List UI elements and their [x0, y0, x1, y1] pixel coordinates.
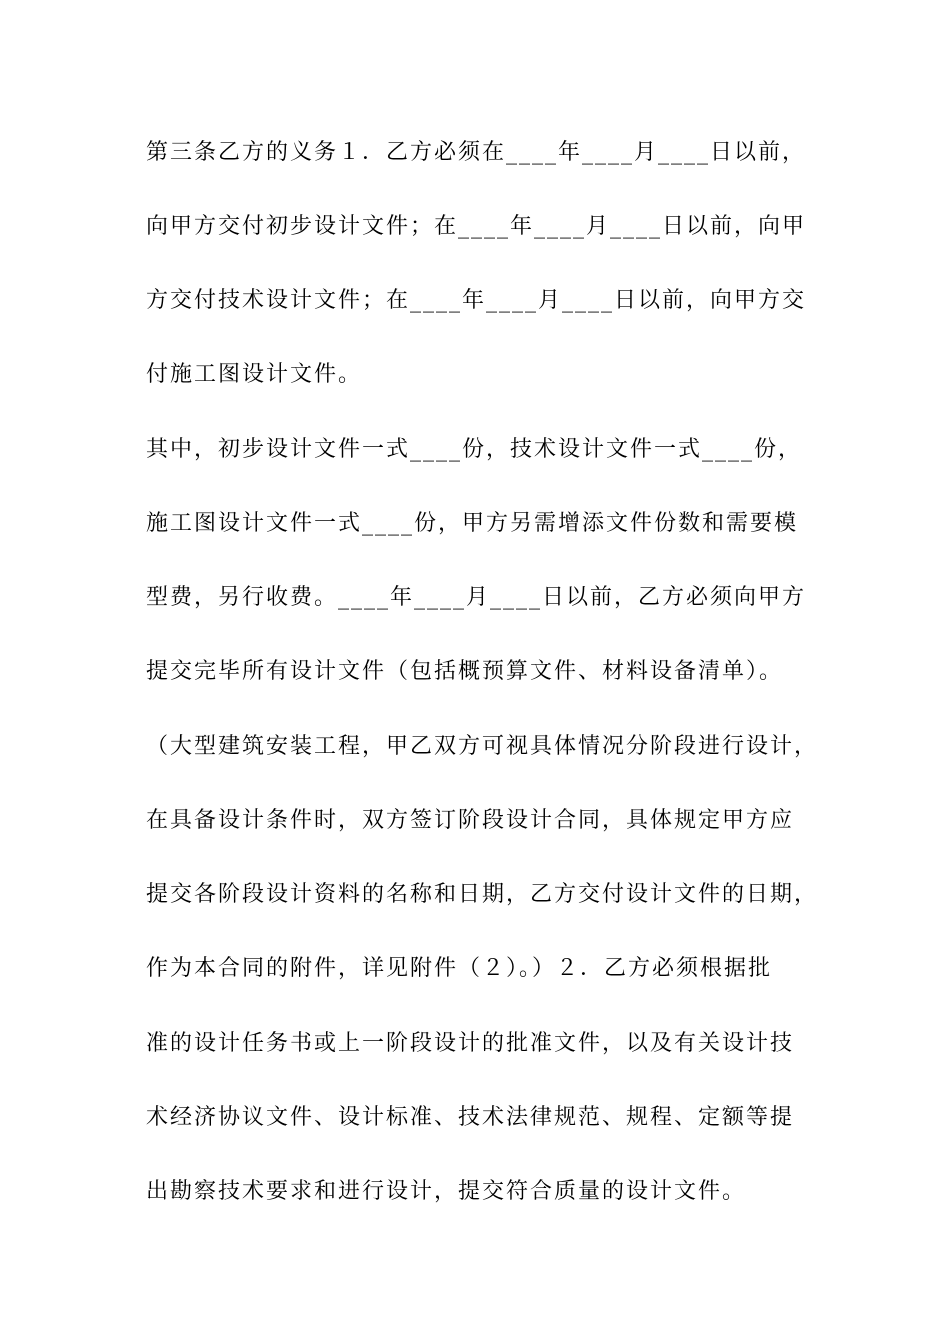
text-line: 出勘察技术要求和进行设计，提交符合质量的设计文件。	[146, 1179, 747, 1204]
text-line: 型费，另行收费。____年____月____日以前，乙方必须向甲方	[146, 585, 807, 610]
text-line: 准的设计任务书或上一阶段设计的批准文件，以及有关设计技	[146, 1031, 795, 1056]
text-line: 术经济协议文件、设计标准、技术法律规范、规程、定额等提	[146, 1105, 795, 1130]
text-line: 向甲方交付初步设计文件；在____年____月____日以前，向甲	[146, 214, 807, 239]
text-line: 在具备设计条件时，双方签订阶段设计合同，具体规定甲方应	[146, 808, 795, 833]
text-line: 作为本合同的附件，详见附件（２）。）２．乙方必须根据批	[146, 956, 773, 981]
text-line: （大型建筑安装工程，甲乙双方可视具体情况分阶段进行设计，	[146, 734, 819, 759]
text-line: 施工图设计文件一式____份，甲方另需增添文件份数和需要模	[146, 511, 799, 536]
text-line: 付施工图设计文件。	[146, 362, 363, 387]
text-line: 提交各阶段设计资料的名称和日期，乙方交付设计文件的日期，	[146, 882, 819, 907]
text-line: 其中，初步设计文件一式____份，技术设计文件一式____份，	[146, 437, 803, 462]
text-line: 第三条乙方的义务１．乙方必须在____年____月____日以前，	[146, 140, 807, 165]
text-line: 方交付技术设计文件；在____年____月____日以前，向甲方交	[146, 288, 807, 313]
text-line: 提交完毕所有设计文件（包括概预算文件、材料设备清单）。	[146, 659, 784, 684]
